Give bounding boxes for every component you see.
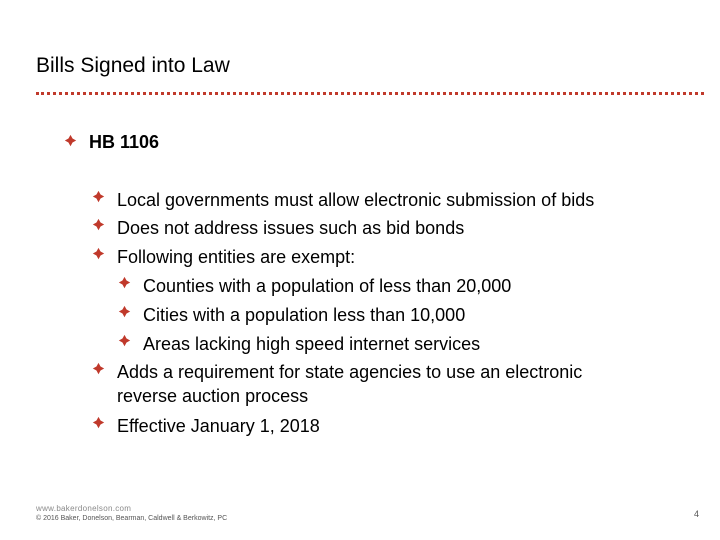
list-item [62,132,159,153]
list-item [116,274,511,298]
diamond-bullet-icon [90,245,107,262]
bullet-text: Following entities are exempt: [117,247,356,267]
list-item [90,188,594,212]
list-item [90,414,320,438]
title-divider [36,92,704,95]
list-item [90,245,355,269]
diamond-bullet-icon [90,414,107,431]
diamond-bullet-icon [116,303,133,320]
bullet-text: Effective January 1, 2018 [117,416,320,436]
sub-bullet-text: Cities with a population less than 10,000 [143,305,466,325]
diamond-bullet-icon [116,332,133,349]
sub-bullet-text: Areas lacking high speed internet services [143,334,481,354]
footer-copyright: © 2016 Baker, Donelson, Bearman, Caldwell & Berkowitz, PC [36,515,228,522]
diamond-bullet-icon [116,274,133,291]
bullet-text-line: reverse auction process [117,386,309,406]
diamond-bullet-icon [62,132,79,149]
bullet-text-line: Adds a requirement for state agencies to use an electronic [117,362,583,382]
bill-heading: HB 1106 [89,132,160,152]
list-item [116,332,480,356]
slide-title: Bills Signed into Law [36,54,230,77]
bullet-text: Does not address issues such as bid bonds [117,218,465,238]
bullet-text: Local governments must allow electronic submission of bids [117,190,595,210]
page-number: 4 [694,509,700,519]
diamond-bullet-icon [90,188,107,205]
diamond-bullet-icon [90,360,107,377]
diamond-bullet-icon [90,216,107,233]
list-item [116,303,465,327]
list-item [90,216,464,240]
sub-bullet-text: Counties with a population of less than 20,000 [143,276,512,296]
list-item [90,360,582,408]
bullet-text [117,360,582,408]
footer-url: www.bakerdonelson.com [36,504,132,513]
